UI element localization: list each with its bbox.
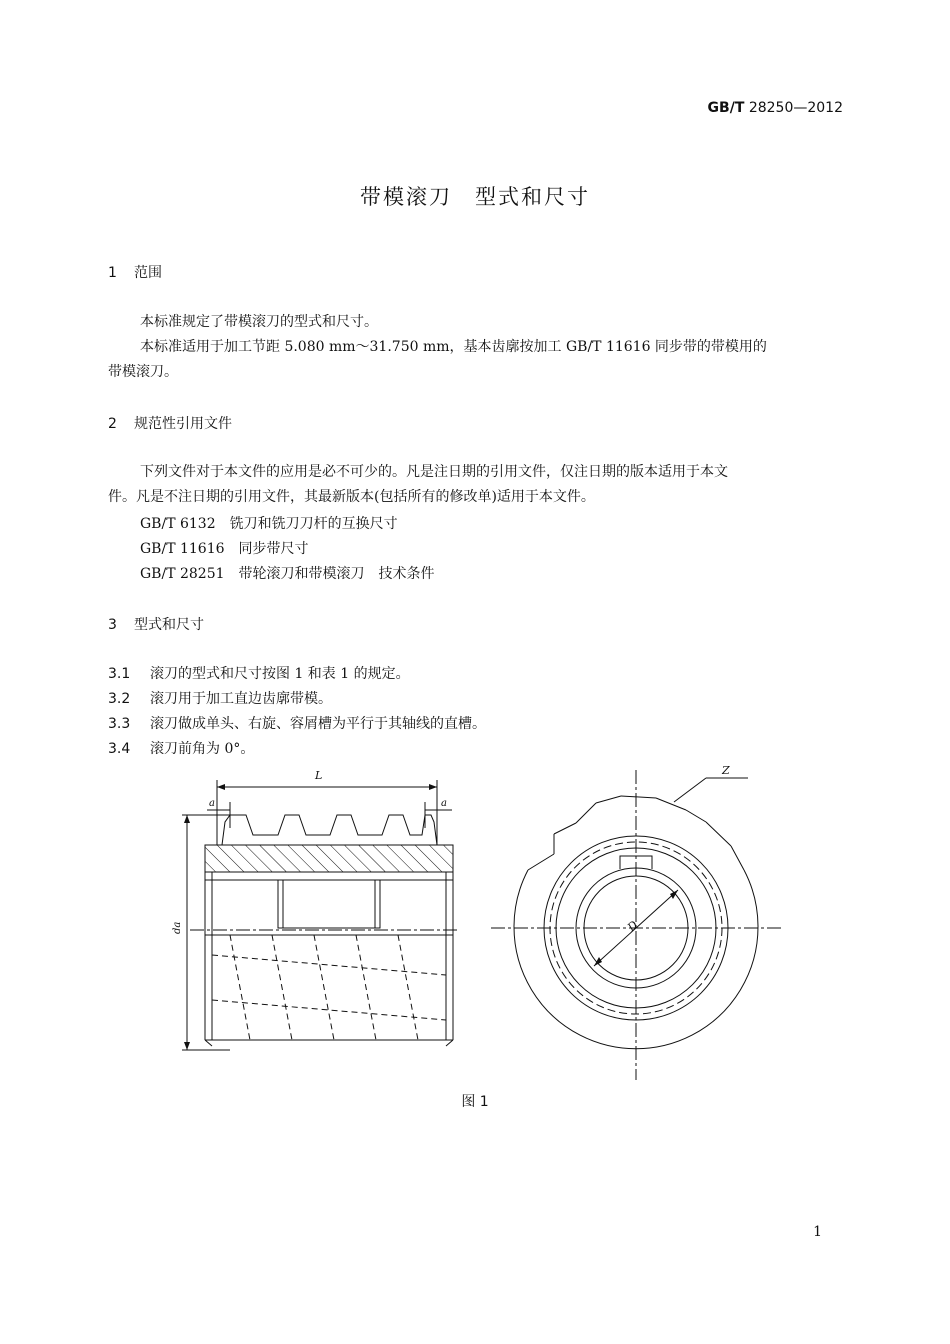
clause <box>108 738 254 758</box>
chamfer <box>446 1040 453 1046</box>
normative-reference: GB/T 6132 铣刀和铣刀刀杆的互换尺寸 <box>140 516 398 532</box>
helix-lines <box>212 935 446 1040</box>
section-2-para-line-1: 下列文件对于本文件的应用是必不可少的。凡是注日期的引用文件，仅注日期的版本适用于本文 <box>140 464 728 480</box>
label-a-right: a <box>441 798 447 809</box>
standard-prefix: GB/T <box>707 100 745 116</box>
normative-reference: GB/T 11616 同步带尺寸 <box>140 541 309 557</box>
section-1-para-1: 本标准规定了带模滚刀的型式和尺寸。 <box>140 314 378 330</box>
clause-number: 3.1 <box>108 666 131 682</box>
clause-number: 3.2 <box>108 691 131 707</box>
tooth-profile <box>222 815 437 845</box>
section-title: 规范性引用文件 <box>134 416 232 432</box>
clause-text: 滚刀前角为 0°。 <box>150 741 255 757</box>
section-1-heading <box>108 262 162 282</box>
clause-text: 滚刀做成单头、右旋、容屑槽为平行于其轴线的直槽。 <box>150 716 486 732</box>
section-title: 型式和尺寸 <box>134 617 204 633</box>
section-title: 范围 <box>134 265 162 281</box>
hob-end-view <box>491 764 784 1080</box>
hatched-section <box>205 845 453 872</box>
label-da: da <box>172 921 183 934</box>
gash-lines <box>528 796 731 870</box>
section-1-para-2-line-1: 本标准适用于加工节距 5.080 mm～31.750 mm，基本齿廓按加工 GB/T 11616 同步带的带模用的 <box>140 339 767 355</box>
arrowhead <box>217 784 225 790</box>
section-number: 1 <box>108 265 117 281</box>
label-a-left: a <box>209 798 215 809</box>
normative-reference: GB/T 28251 带轮滚刀和带模滚刀 技术条件 <box>140 566 435 582</box>
arrowhead <box>594 957 602 966</box>
label-L: L <box>315 769 323 782</box>
document-title: 带模滚刀 型式和尺寸 <box>360 185 590 209</box>
section-number: 3 <box>108 617 117 633</box>
standard-code <box>708 100 843 116</box>
leader-line-Z <box>674 778 706 802</box>
clause <box>108 713 486 733</box>
section-number: 2 <box>108 416 117 432</box>
arrowhead <box>184 1042 190 1050</box>
section-3-heading <box>108 614 204 634</box>
clause <box>108 688 332 708</box>
hob-side-view <box>172 769 460 1050</box>
section-2-heading <box>108 413 232 433</box>
label-D: D <box>625 918 641 934</box>
clause-number: 3.3 <box>108 716 131 732</box>
arrowhead <box>429 784 437 790</box>
figure-caption: 图 1 <box>461 1094 489 1110</box>
clause-text: 滚刀的型式和尺寸按图 1 和表 1 的规定。 <box>150 666 410 682</box>
arrowhead <box>184 815 190 823</box>
tooth-tips <box>554 796 744 870</box>
figure-1-drawing <box>160 760 790 1085</box>
chamfer <box>205 1040 212 1046</box>
standard-number: 28250—2012 <box>748 100 843 116</box>
section-2-para-line-2: 件。凡是不注日期的引用文件，其最新版本(包括所有的修改单)适用于本文件。 <box>108 489 595 505</box>
clause <box>108 663 410 683</box>
clause-text: 滚刀用于加工直边齿廓带模。 <box>150 691 332 707</box>
clause-number: 3.4 <box>108 741 131 757</box>
section-1-para-2-line-2: 带模滚刀。 <box>108 364 178 380</box>
keyway <box>278 880 380 928</box>
label-Z: Z <box>722 764 730 777</box>
page-number: 1 <box>813 1224 822 1240</box>
arrowhead <box>670 890 678 899</box>
